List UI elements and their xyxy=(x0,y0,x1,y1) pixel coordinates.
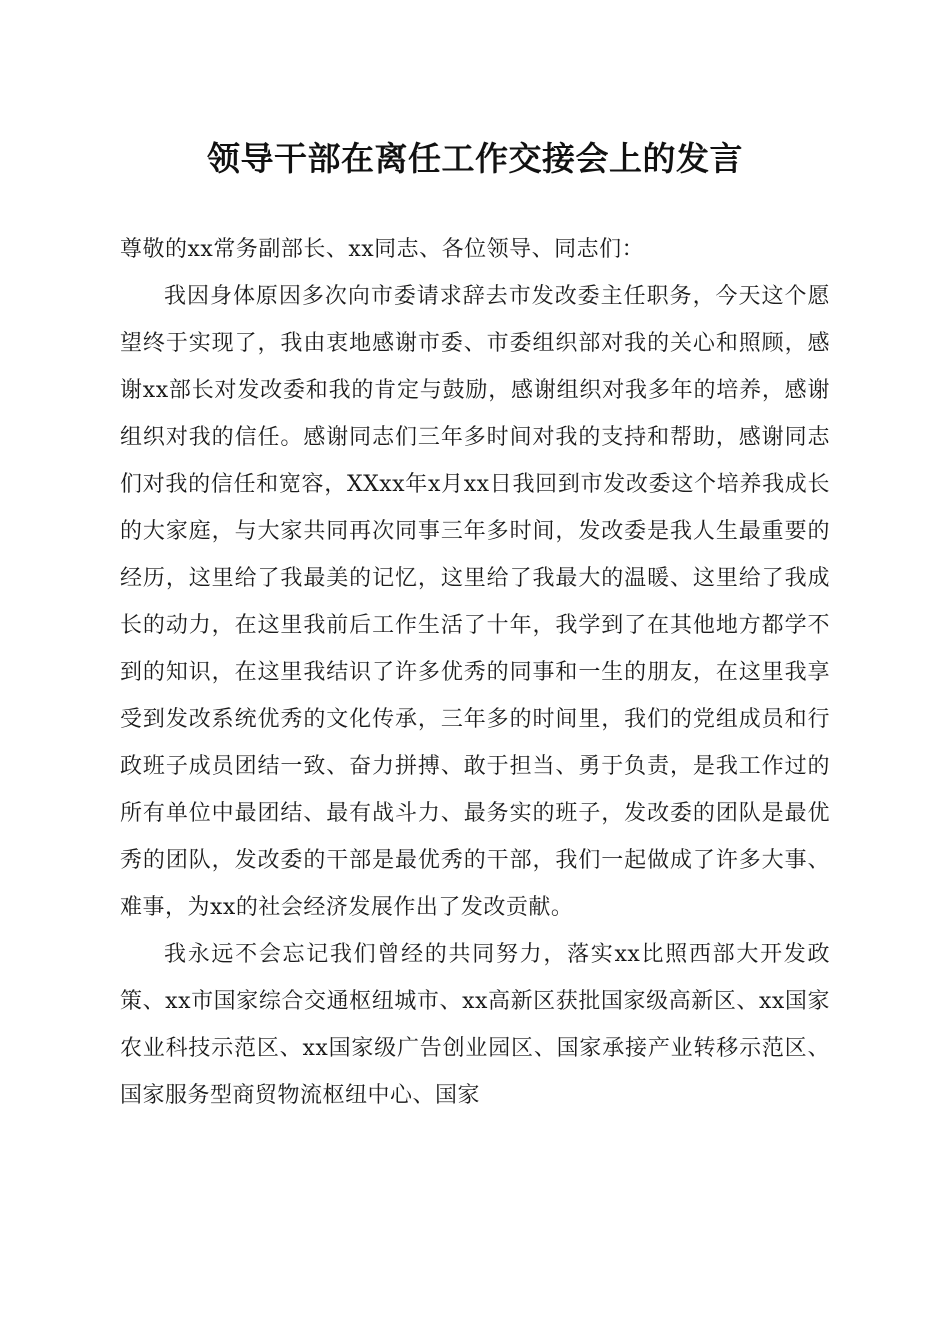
paragraph-1: 我因身体原因多次向市委请求辞去市发改委主任职务，今天这个愿望终于实现了，我由衷地感谢市委、市委组织部对我的关心和照顾，感谢xx部长对发改委和我的肯定与鼓励，感谢组织对我多年的培养，感谢组织对我的信任。感谢同志们三年多时间对我的支持和帮助，感谢同志们对我的信任和宽容，XXxx年x月xx日我回到市发改委这个培养我成长的大家庭，与大家共同再次同事三年多时间，发改委是我人生最重要的经历，这里给了我最美的记忆，这里给了我最大的温暖、这里给了我成长的动力，在这里我前后工作生活了十年，我学到了在其他地方都学不到的知识，在这里我结识了许多优秀的同事和一生的朋友，在这里我享受到发改系统优秀的文化传承，三年多的时间里，我们的党组成员和行政班子成员团结一致、奋力拼搏、敢于担当、勇于负责，是我工作过的所有单位中最团结、最有战斗力、最务实的班子，发改委的团队是最优秀的团队，发改委的干部是最优秀的干部，我们一起做成了许多大事、难事，为xx的社会经济发展作出了发改贡献。 xyxy=(120,284,830,920)
salutation: 尊敬的xx常务副部长、xx同志、各位领导、同志们： xyxy=(120,237,645,262)
document-body xyxy=(120,226,830,1119)
paragraph-2: 我永远不会忘记我们曾经的共同努力，落实xx比照西部大开发政策、xx市国家综合交通枢纽城市、xx高新区获批国家级高新区、xx国家农业科技示范区、xx国家级广告创业园区、国家承接产业转移示范区、国家服务型商贸物流枢纽中心、国家 xyxy=(120,942,830,1108)
document-title: 领导干部在离任工作交接会上的发言 xyxy=(207,139,743,178)
